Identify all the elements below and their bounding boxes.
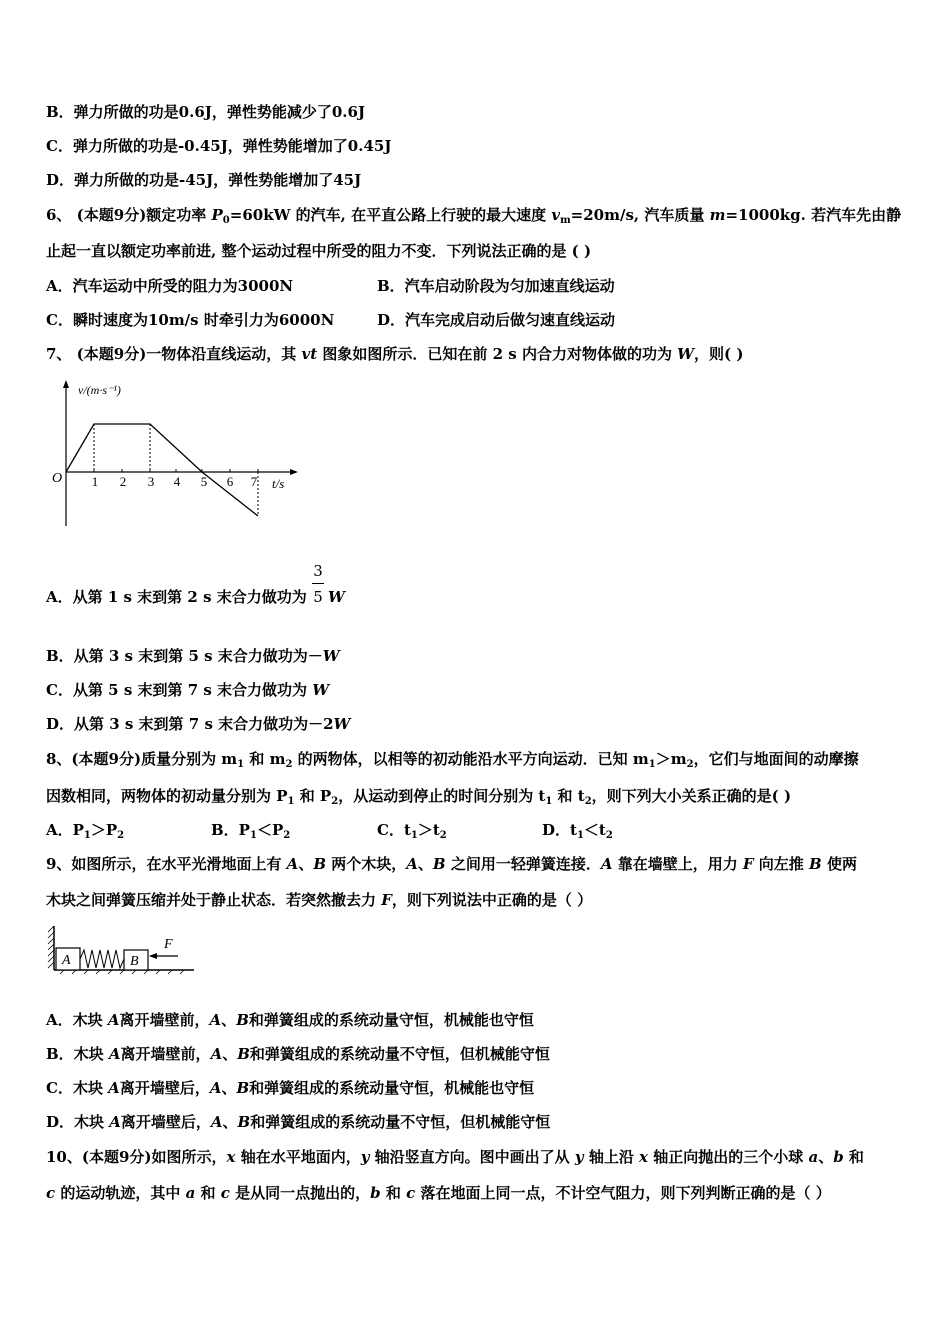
q7-option-a: A．从第 1 s 末到第 2 s 末合力做功为 W [46,588,345,606]
vt-line [66,424,258,516]
q7-option-c: C．从第 5 s 末到第 7 s 末合力做功为 W [46,681,330,699]
q9-option-d: D．木块 A离开墙壁后，A、B和弹簧组成的系统动量不守恒，但机械能守恒 [46,1113,551,1131]
q9-stem-line1: 9、如图所示，在水平光滑地面上有 A、B 两个木块，A、B 之间用一轻弹簧连接．A 靠在墙壁上，用力 F 向左推 B 使两 [46,855,857,873]
fraction-denominator: 5 [313,588,323,606]
q7-option-d: D．从第 3 s 末到第 7 s 末合力做功为－2W [46,715,351,733]
q5-option-c: C．弹力所做的功是-0.45J，弹性势能增加了0.45J [46,137,392,155]
q10-stem-line1: 10、(本题9分)如图所示，x 轴在水平地面内，y 轴沿竖直方向。图中画出了从 y 轴上沿 x 轴正向抛出的三个小球 a、b 和 [46,1148,864,1166]
y-axis-label: v/(m·s⁻¹) [78,383,121,397]
tick-label: 2 [119,474,127,489]
block-a-label: A [62,953,71,968]
q6-option-d: D．汽车完成启动后做匀速直线运动 [377,311,616,329]
q8-option-c: C．$t_1>t_2$ [377,821,447,841]
q7-option-b: B．从第 3 s 末到第 5 s 末合力做功为－W [46,647,340,665]
spring-diagram [46,924,196,976]
fraction-bar [312,583,324,584]
q8-stem-line2: 因数相同，两物体的初动量分别为 $P_1$ 和 $P_2$，从运动到停止的时间分别为 $t_1$ 和 $t_2$，则下列大小关系正确的是( ) [46,787,792,807]
fraction-numerator: 3 [313,562,323,580]
tick-label: 7 [250,474,258,489]
spring [80,950,124,968]
q7-stem: 7、 (本题9分)一物体沿直线运动，其 vt 图象如图所示．已知在前 2 s 内合力对物体做的功为 W，则( ) [46,345,744,363]
q9-option-c: C．木块 A离开墙壁后，A、B和弹簧组成的系统动量守恒，机械能也守恒 [46,1079,535,1097]
q9-option-b: B．木块 A离开墙壁前，A、B和弹簧组成的系统动量不守恒，但机械能守恒 [46,1045,550,1063]
tick-label: 3 [147,474,155,489]
q8-option-d: D．$t_1<t_2$ [542,821,613,841]
q6-stem-line2: 止起一直以额定功率前进, 整个运动过程中所受的阻力不变．下列说法正确的是 ( ) [46,242,592,260]
force-label: F [164,937,173,952]
q9-option-a: A．木块 A离开墙壁前，A、B和弹簧组成的系统动量守恒，机械能也守恒 [46,1011,534,1029]
x-axis-label: t/s [272,476,285,491]
q8-stem-line1: 8、(本题9分)质量分别为 $m_1$ 和 $m_2$ 的两物体，以相等的初动能沿水平方向运动．已知 $m_1>m_2$，它们与地面间的动摩擦 [46,750,859,770]
tick-label: 1 [91,474,99,489]
tick-label: 5 [200,474,208,489]
q10-stem-line2: c 的运动轨迹，其中 a 和 c 是从同一点抛出的，b 和 c 落在地面上同一点，不计空气阻力，则下列判断正确的是（ ） [46,1184,831,1202]
q5-option-b: B．弹力所做的功是0.6J，弹性势能减少了0.6J [46,103,366,121]
q6-option-a: A．汽车运动中所受的阻力为3000N [46,277,294,295]
q8-option-b: B．$P_1<P_2$ [211,821,291,841]
tick-label: 4 [173,474,181,489]
origin-label: O [52,471,63,486]
q9-stem-line2: 木块之间弹簧压缩并处于静止状态．若突然撤去力 F，则下列说法中正确的是（ ） [46,891,593,909]
q6-stem-line1: 6、 (本题9分)额定功率 $P_0=60kW$ 的汽车, 在平直公路上行驶的最大速度 $v_m=20m/s$, 汽车质量 m=1000kg. 若汽车先由静 [46,206,902,226]
q5-option-d: D．弹力所做的功是-45J，弹性势能增加了45J [46,171,362,189]
block-b-label: B [130,954,139,969]
q6-option-c: C．瞬时速度为10m/s 时牵引力为6000N [46,311,335,329]
vt-graph [44,376,300,532]
q8-option-a: A．$P_1>P_2$ [46,821,125,841]
tick-label: 6 [226,474,234,489]
q6-option-b: B．汽车启动阶段为匀加速直线运动 [377,277,615,295]
